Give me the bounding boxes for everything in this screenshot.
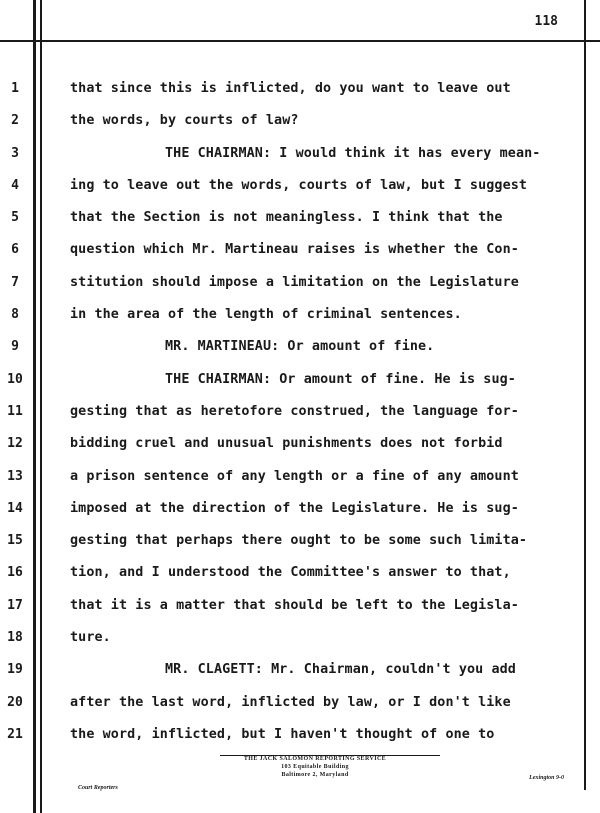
transcript-line <box>0 111 600 143</box>
line-text: MR. CLAGETT: Mr. Chairman, couldn't you add <box>165 662 516 678</box>
transcript-line <box>0 531 600 563</box>
transcript-line <box>0 370 600 402</box>
line-text: tion, and I understood the Committee's answer to that, <box>70 565 511 581</box>
transcript-line <box>0 176 600 208</box>
line-text: in the area of the length of criminal sentences. <box>70 307 462 323</box>
line-number: 4 <box>11 177 19 193</box>
transcript-line <box>0 693 600 725</box>
line-text: after the last word, inflicted by law, or I don't like <box>70 694 511 710</box>
transcript-line <box>0 79 600 111</box>
reporting-service-address: 103 Equitable Building <box>281 764 349 770</box>
line-text: the word, inflicted, but I haven't thought of one to <box>70 726 495 742</box>
transcript-line <box>0 208 600 240</box>
line-text: ing to leave out the words, courts of law, but I suggest <box>70 177 528 193</box>
line-number: 2 <box>11 113 19 129</box>
line-text: that since this is inflicted, do you want to leave out <box>70 81 511 96</box>
line-number: 9 <box>11 339 19 355</box>
line-text: imposed at the direction of the Legislature. He is sug- <box>70 500 519 516</box>
line-number: 7 <box>11 274 19 290</box>
line-number: 13 <box>7 468 23 484</box>
reporting-service-city: Baltimore 2, Maryland <box>281 772 349 778</box>
transcript-line <box>0 660 600 692</box>
reporting-service-block <box>60 755 570 779</box>
transcript-line <box>0 499 600 531</box>
transcript-line <box>0 467 600 499</box>
line-number: 14 <box>7 500 23 516</box>
line-text: gesting that as heretofore construed, the language for- <box>70 403 519 419</box>
line-number: 11 <box>7 403 23 419</box>
line-number: 1 <box>11 81 19 96</box>
line-text: gesting that perhaps there ought to be some such limita- <box>70 533 528 549</box>
line-number: 15 <box>7 533 23 549</box>
reporting-service-name: THE JACK SALOMON REPORTING SERVICE <box>243 756 387 762</box>
line-number: 19 <box>7 662 23 678</box>
line-text: THE CHAIRMAN: Or amount of fine. He is sug- <box>165 371 516 387</box>
transcript-line <box>0 305 600 337</box>
line-number: 17 <box>7 597 23 613</box>
line-number: 21 <box>7 726 23 742</box>
transcript-line <box>0 144 600 176</box>
line-number: 8 <box>11 307 19 323</box>
page-number: 118 <box>534 14 558 29</box>
line-number: 12 <box>7 436 23 452</box>
transcript-line <box>0 725 600 757</box>
line-text: that the Section is not meaningless. I think that the <box>70 210 503 226</box>
reporter-footer <box>60 755 570 795</box>
court-reporters-label: Court Reporters <box>78 785 118 791</box>
transcript-line <box>0 434 600 466</box>
line-text: a prison sentence of any length or a fine of any amount <box>70 468 519 484</box>
phone-exchange-label: Lexington 9-0 <box>529 775 564 781</box>
line-number: 18 <box>7 630 23 646</box>
transcript-line <box>0 402 600 434</box>
line-text: ture. <box>70 630 111 646</box>
line-text: stitution should impose a limitation on the Legislature <box>70 274 519 290</box>
line-text: THE CHAIRMAN: I would think it has every mean- <box>165 145 541 161</box>
line-text: that it is a matter that should be left to the Legisla- <box>70 597 519 613</box>
line-number: 20 <box>7 694 23 710</box>
transcript-line <box>0 337 600 369</box>
transcript-line <box>0 628 600 660</box>
line-number: 16 <box>7 565 23 581</box>
line-text: question which Mr. Martineau raises is whether the Con- <box>70 242 519 258</box>
line-number: 3 <box>11 145 19 161</box>
transcript-line <box>0 273 600 305</box>
line-number: 5 <box>11 210 19 226</box>
line-number: 6 <box>11 242 19 258</box>
top-rule <box>0 40 600 42</box>
transcript-line <box>0 240 600 272</box>
line-text: the words, by courts of law? <box>70 113 299 129</box>
line-text: bidding cruel and unusual punishments does not forbid <box>70 436 503 452</box>
line-number: 10 <box>7 371 23 387</box>
transcript-lines <box>0 79 600 757</box>
transcript-line <box>0 563 600 595</box>
transcript-line <box>0 596 600 628</box>
line-text: MR. MARTINEAU: Or amount of fine. <box>165 339 435 355</box>
